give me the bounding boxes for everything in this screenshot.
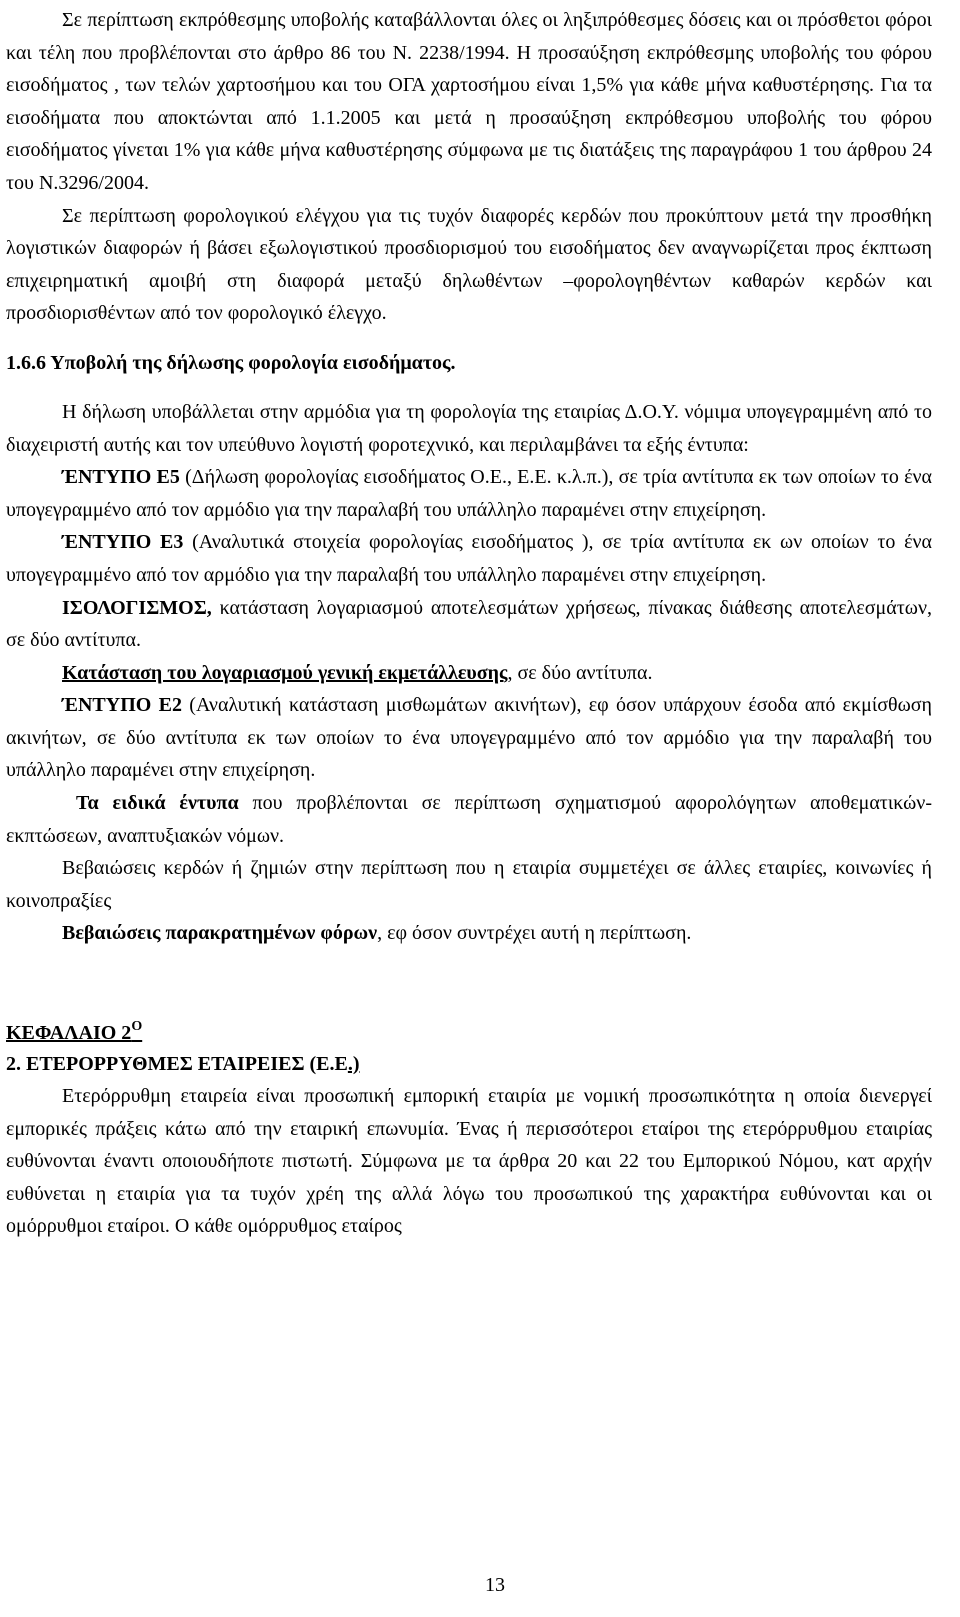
chapter-title [6,1048,932,1080]
chapter-title-underlined: .) [347,1053,360,1076]
form-e5-label: ΈΝΤΥΠΟ Ε5 [62,466,180,489]
form-e3-label: ΈΝΤΥΠΟ Ε3 [62,531,184,554]
form-e2-text: (Αναλυτική κατάσταση μισθωμάτων ακινήτων), εφ όσον υπάρχουν έσοδα από εκμίσθωση ακινήτων, σε δύο αντίτυπα εκ των οποίων το ένα υπογεγραμμένο από τον αρμόδιο για την παραλαβή του υπάλληλο παραμένει στην επιχείρηση. [6,694,933,782]
balance-sheet-text: κατάσταση λογαριασμού αποτελεσμάτων χρήσεως, πίνακας διάθεσης αποτελεσμάτων, σε δύο αντίτυπα. [6,596,932,652]
spacer [6,950,932,1012]
form-e3-text: (Αναλυτικά στοιχεία φορολογίας εισοδήματος ), σε τρία αντίτυπα εκ ων οποίων το ένα υπογεγραμμένο από τον αρμόδιο για την παραλαβή του υπάλληλο παραμένει στην επιχείρηση. [6,531,933,586]
special-forms-label: Τα ειδικά έντυπα [76,792,239,815]
form-e2-item [6,689,932,787]
form-e5-text: (Δήλωση φορολογίας εισοδήματος Ο.Ε., Ε.Ε. κ.λ.π.), σε τρία αντίτυπα εκ των οποίων το ένα υπογεγραμμένο από τον αρμόδιο για την παραλαβή του υπάλληλο παραμένει στην επιχείρηση. [6,466,933,521]
balance-sheet-item [6,592,932,657]
account-statement-text: , σε δύο αντίτυπα. [507,661,653,684]
profit-certificates-item: Βεβαιώσεις κερδών ή ζημιών στην περίπτωση που η εταιρία συμμετέχει σε άλλες εταιρίες, κοινωνίες ή κοινοπραξίες [6,857,932,912]
form-e3-item [6,526,932,591]
document-page [6,4,932,1243]
account-statement-label: Κατάσταση του λογαριασμού γενική εκμετάλλευσης [62,661,508,684]
chapter-superscript: Ο [131,1019,143,1035]
form-e5-item [6,461,932,526]
special-forms-text: που προβλέπονται σε περίπτωση σχηματισμού αφορολόγητων αποθεματικών-εκπτώσεων, αναπτυξιακών νόμων. [6,792,932,847]
chapter-heading [6,1012,932,1048]
account-statement-item [6,657,932,690]
withheld-tax-item [6,917,932,950]
paragraph-limited-partnership: Ετερόρρυθμη εταιρεία είναι προσωπική εμπορική εταιρία με νομική προσωπικότητα η οποία διενεργεί εμπορικές πράξεις κάτω από την εταιρική επωνυμία. Ένας ή περισσότεροι εταίροι της ετερόρρυθμου εταιρίας ευθύνονται έναντι οποιουδήποτε πιστωτή. Σύμφωνα με τα άρθρα 20 και 22 του Εμπορικού Νόμου, κατ αρχήν ευθύνεται η εταιρία για τα τυχόν χρέη της αλλά λόγω του προσωπικού της χαρακτήρα ευθύνονται και οι ομόρρυθμοι εταίροι. Ο κάθε ομόρρυθμος εταίρος [6,1085,932,1238]
balance-sheet-label: ΙΣΟΛΟΓΙΣΜΟΣ, [62,596,212,619]
form-e2-label: ΈΝΤΥΠΟ Ε2 [62,694,182,717]
paragraph-late-submission: Σε περίπτωση εκπρόθεσμης υποβολής καταβάλλονται όλες οι ληξιπρόθεσμες δόσεις και οι πρόσθετοι φόροι και τέλη που προβλέπονται στο άρθρο 86 του Ν. 2238/1994. Η προσαύξηση εκπρόθεσμης υποβολής του φόρου εισοδήματος , των τελών χαρτοσήμου και του ΟΓΑ χαρτοσήμου είναι 1,5% για κάθε μήνα καθυστέρησης. Για τα εισοδήματα που αποκτώνται από 1.1.2005 και μετά η προσαύξηση εκπρόθεσμου υποβολής του φόρου εισοδήματος γίνεται 1% για κάθε μήνα καθυστέρησης σύμφωνα με τις διατάξεις της παραγράφου 1 του άρθρου 24 του Ν.3296/2004. [6,9,932,194]
paragraph-declaration: Η δήλωση υποβάλλεται στην αρμόδια για τη φορολογία της εταιρίας Δ.Ο.Υ. νόμιμα υπογεγραμμένη από το διαχειριστή αυτής και τον υπεύθυνο λογιστή φοροτεχνικό, και περιλαμβάνει τα εξής έντυπα: [6,400,932,456]
chapter-label: ΚΕΦΑΛΑΙΟ 2 [6,1022,132,1045]
withheld-tax-label: Βεβαιώσεις παρακρατημένων φόρων [62,922,378,945]
paragraph-tax-audit: Σε περίπτωση φορολογικού ελέγχου για τις τυχόν διαφορές κερδών που προκύπτουν μετά την προσθήκη λογιστικών διαφορών ή βάσει εξωλογιστικού προσδιορισμού του εισοδήματος δεν αναγνωρίζεται προς έκπτωση επιχειρηματική αμοιβή στη διαφορά μεταξύ δηλωθέντων –φορολογηθέντων καθαρών κερδών και προσδιορισθέντων από τον φορολογικό έλεγχο. [6,204,932,325]
withheld-tax-text: , εφ όσον συντρέχει αυτή η περίπτωση. [377,922,692,945]
special-forms-item [6,787,932,852]
chapter-title-main: 2. ΕΤΕΡΟΡΡΥΘΜΕΣ ΕΤΑΙΡΕΙΕΣ (Ε.Ε [6,1053,348,1076]
page-number: 13 [485,1574,505,1596]
section-heading: 1.6.6 Υποβολή της δήλωσης φορολογία εισοδήματος. [6,351,456,374]
